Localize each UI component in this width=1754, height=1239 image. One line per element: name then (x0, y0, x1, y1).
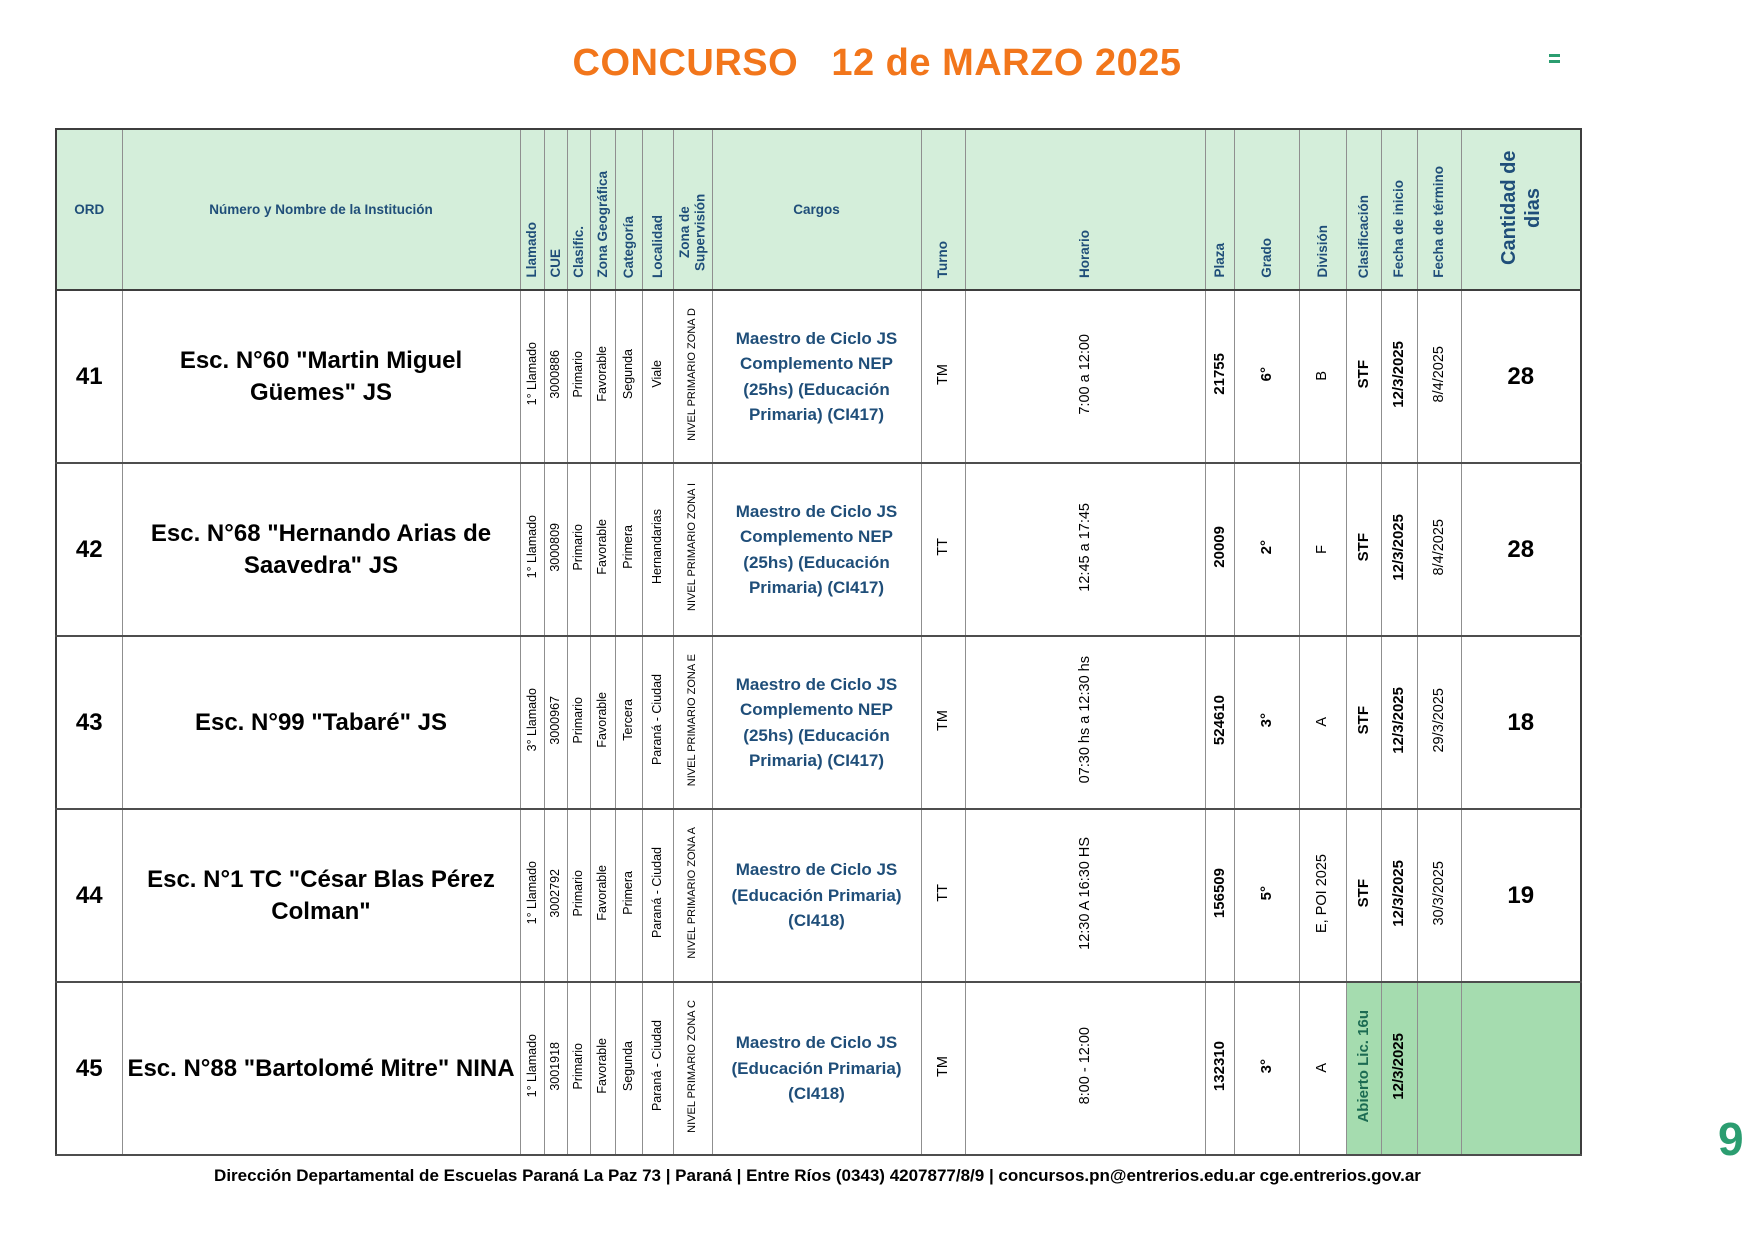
header-clasificacion (1346, 129, 1381, 290)
cell-zona-geografica (590, 463, 615, 636)
cell-zona-supervision (673, 809, 712, 982)
header-cantidad-dias-label: Cantidad de dias (1497, 150, 1544, 266)
cell-llamado-value: 1° Llamado (524, 515, 539, 579)
header-cargos: Cargos (712, 129, 921, 290)
cell-fecha-termino-value: 30/3/2025 (1430, 860, 1447, 926)
cell-plaza-value: 524610 (1210, 694, 1228, 746)
cell-horario (965, 636, 1205, 809)
footer-text: Dirección Departamental de Escuelas Paraná La Paz 73 | Paraná | Entre Ríos (0343) 4207877/8/9 | concursos.pn@entrerios.edu.ar cge.entrerios.gov.ar (214, 1166, 1421, 1185)
cell-llamado (520, 290, 544, 463)
cell-fecha-inicio (1381, 463, 1417, 636)
cell-llamado-value: 1° Llamado (524, 1034, 539, 1098)
cell-clasific (567, 290, 590, 463)
header-categoria-label: Categoría (620, 215, 636, 278)
cell-cue-value: 3000809 (548, 522, 563, 572)
cell-grado (1234, 290, 1299, 463)
cell-zona-geografica (590, 809, 615, 982)
cell-horario-value: 8:00 - 12:00 (1076, 1027, 1093, 1105)
cell-horario (965, 809, 1205, 982)
cell-institucion: Esc. N°1 TC "César Blas Pérez Colman" (122, 809, 520, 982)
cell-fecha-inicio (1381, 636, 1417, 809)
cell-ord: 42 (56, 463, 122, 636)
cell-cantidad-dias: 28 (1461, 463, 1581, 636)
cell-cantidad-dias-highlighted (1461, 982, 1581, 1155)
cell-grado-value: 6° (1257, 366, 1275, 382)
cell-categoria-value: Primera (621, 525, 636, 569)
cell-zona-geografica-value: Favorable (595, 692, 610, 748)
cell-turno-value: TT (934, 538, 951, 556)
cell-localidad (642, 809, 673, 982)
cell-ord: 41 (56, 290, 122, 463)
table-row-41 (56, 290, 1581, 463)
cell-localidad (642, 636, 673, 809)
cell-plaza-value: 132310 (1210, 1040, 1228, 1092)
cell-ord: 45 (56, 982, 122, 1155)
cell-turno (921, 982, 965, 1155)
header-zona-supervision (673, 129, 712, 290)
cell-zona-supervision (673, 982, 712, 1155)
cell-ord: 44 (56, 809, 122, 982)
cell-plaza (1205, 982, 1234, 1155)
cell-clasific (567, 809, 590, 982)
cell-clasificacion (1346, 636, 1381, 809)
cell-fecha-inicio (1381, 290, 1417, 463)
cell-llamado-value: 1° Llamado (524, 861, 539, 925)
cell-institucion: Esc. N°99 "Tabaré" JS (122, 636, 520, 809)
header-institucion: Número y Nombre de la Institución (122, 129, 520, 290)
cell-fecha-inicio-value: 12/3/2025 (1390, 1032, 1408, 1100)
header-cue (544, 129, 567, 290)
cell-horario (965, 463, 1205, 636)
cell-categoria (615, 809, 642, 982)
cell-fecha-inicio-value: 12/3/2025 (1390, 686, 1408, 754)
cell-institucion: Esc. N°68 "Hernando Arias de Saavedra" JS (122, 463, 520, 636)
cell-categoria (615, 636, 642, 809)
header-horario (965, 129, 1205, 290)
cell-categoria-value: Segunda (621, 1040, 636, 1092)
cell-clasificacion-value: Abierto Lic. 16u (1354, 1009, 1372, 1123)
table-row-43 (56, 636, 1581, 809)
cell-fecha-termino (1417, 809, 1461, 982)
cell-categoria (615, 290, 642, 463)
header-row (56, 129, 1581, 290)
cell-fecha-termino-value: 8/4/2025 (1430, 345, 1447, 403)
cell-categoria-value: Segunda (621, 348, 636, 400)
cell-turno-value: TM (934, 1055, 951, 1077)
table-row-44 (56, 809, 1581, 982)
header-plaza-label: Plaza (1211, 243, 1227, 278)
cell-fecha-inicio-value: 12/3/2025 (1390, 513, 1408, 581)
cell-horario-value: 07:30 hs a 12:30 hs (1076, 656, 1093, 784)
cell-division (1299, 290, 1346, 463)
cell-localidad-value: Paraná - Ciudad (650, 847, 665, 939)
cell-categoria-value: Primera (621, 871, 636, 915)
cell-plaza-value: 156509 (1210, 867, 1228, 919)
cell-zona-geografica (590, 290, 615, 463)
cell-llamado (520, 636, 544, 809)
cell-division-value: A (1314, 716, 1331, 727)
cell-clasificacion-value: STF (1354, 878, 1372, 908)
cell-llamado-value: 1° Llamado (524, 342, 539, 406)
cell-plaza (1205, 290, 1234, 463)
cell-cargo: Maestro de Ciclo JS (Educación Primaria) (CI418) (712, 809, 921, 982)
cell-division-value: B (1314, 370, 1331, 381)
cell-grado-value: 5° (1257, 885, 1275, 901)
cell-fecha-inicio-value: 12/3/2025 (1390, 340, 1408, 408)
cell-clasific-value: Primario (571, 1042, 586, 1090)
cell-zona-supervision-value: NIVEL PRIMARIO ZONA D (686, 307, 699, 441)
header-clasific (567, 129, 590, 290)
cell-cantidad-dias: 28 (1461, 290, 1581, 463)
cell-zona-supervision-value: NIVEL PRIMARIO ZONA E (686, 653, 699, 787)
cell-cantidad-dias: 19 (1461, 809, 1581, 982)
cell-division-value: E, POI 2025 (1314, 853, 1331, 933)
cell-fecha-inicio-value: 12/3/2025 (1390, 859, 1408, 927)
cell-zona-geografica-value: Favorable (595, 519, 610, 575)
cell-clasific (567, 982, 590, 1155)
cell-horario (965, 290, 1205, 463)
cell-cargo: Maestro de Ciclo JS Complemento NEP (25hs) (Educación Primaria) (CI417) (712, 463, 921, 636)
cell-cantidad-dias: 18 (1461, 636, 1581, 809)
cell-zona-supervision (673, 290, 712, 463)
cell-cue (544, 636, 567, 809)
header-fecha-termino (1417, 129, 1461, 290)
header-ord: ORD (56, 129, 122, 290)
header-grado-label: Grado (1258, 238, 1274, 278)
cell-llamado (520, 982, 544, 1155)
cell-horario-value: 12:30 A 16:30 HS (1076, 836, 1093, 950)
cell-clasificacion (1346, 463, 1381, 636)
cell-grado (1234, 982, 1299, 1155)
concurso-table (55, 128, 1582, 1156)
cell-institucion: Esc. N°88 "Bartolomé Mitre" NINA (122, 982, 520, 1155)
cell-fecha-termino-value: 8/4/2025 (1430, 518, 1447, 576)
cell-clasific-value: Primario (571, 869, 586, 917)
cell-grado-value: 3° (1257, 712, 1275, 728)
cell-clasificacion (1346, 290, 1381, 463)
cell-cue-value: 3000886 (548, 349, 563, 399)
cell-zona-supervision (673, 463, 712, 636)
cell-division (1299, 463, 1346, 636)
cell-localidad (642, 290, 673, 463)
cell-division (1299, 636, 1346, 809)
cell-cue-value: 3001918 (548, 1041, 563, 1091)
cell-categoria-value: Tercera (621, 699, 636, 741)
header-clasificacion-label: Clasificación (1355, 194, 1371, 278)
cell-clasific-value: Primario (571, 696, 586, 744)
cell-clasific-value: Primario (571, 350, 586, 398)
cell-cargo: Maestro de Ciclo JS (Educación Primaria) (CI418) (712, 982, 921, 1155)
cell-zona-supervision-value: NIVEL PRIMARIO ZONA C (686, 999, 699, 1133)
cell-zona-supervision-value: NIVEL PRIMARIO ZONA I (686, 483, 699, 611)
page-title: CONCURSO 12 de MARZO 2025 (572, 42, 1182, 84)
cell-turno (921, 809, 965, 982)
cell-zona-supervision (673, 636, 712, 809)
cell-plaza-value: 20009 (1210, 526, 1228, 568)
cell-fecha-inicio (1381, 809, 1417, 982)
cell-grado-value: 2° (1257, 539, 1275, 555)
cell-grado (1234, 463, 1299, 636)
header-categoria (615, 129, 642, 290)
header-localidad (642, 129, 673, 290)
header-division-label: División (1314, 225, 1330, 278)
cell-fecha-inicio-highlighted (1381, 982, 1417, 1155)
cell-institucion: Esc. N°60 "Martin Miguel Güemes" JS (122, 290, 520, 463)
cell-fecha-termino (1417, 290, 1461, 463)
header-zona-geografica-label: Zona Geográfica (594, 171, 610, 278)
cell-zona-geografica (590, 982, 615, 1155)
cell-llamado (520, 809, 544, 982)
cell-grado (1234, 809, 1299, 982)
cell-turno (921, 290, 965, 463)
header-localidad-label: Localidad (649, 214, 665, 278)
header-llamado (520, 129, 544, 290)
cell-localidad (642, 982, 673, 1155)
table-row-42 (56, 463, 1581, 636)
cell-clasificacion (1346, 809, 1381, 982)
header-fecha-termino-label: Fecha de término (1431, 166, 1447, 278)
cell-cue-value: 3000967 (548, 695, 563, 745)
cell-fecha-termino (1417, 463, 1461, 636)
cell-plaza (1205, 463, 1234, 636)
cell-clasificacion-value: STF (1354, 532, 1372, 562)
cell-localidad-value: Paraná - Ciudad (650, 1020, 665, 1112)
cell-horario-value: 7:00 a 12:00 (1076, 333, 1093, 415)
cell-clasificacion-value: STF (1354, 705, 1372, 735)
cell-fecha-termino (1417, 636, 1461, 809)
cell-clasificacion-highlighted (1346, 982, 1381, 1155)
header-fecha-inicio (1381, 129, 1417, 290)
header-fecha-inicio-label: Fecha de inicio (1391, 180, 1407, 278)
cell-zona-geografica-value: Favorable (595, 865, 610, 921)
cell-cargo: Maestro de Ciclo JS Complemento NEP (25hs) (Educación Primaria) (CI417) (712, 636, 921, 809)
cell-division-value: F (1314, 544, 1331, 554)
cell-cue-value: 3002792 (548, 868, 563, 918)
cell-cue (544, 982, 567, 1155)
cell-clasific-value: Primario (571, 523, 586, 571)
header-zona-geografica (590, 129, 615, 290)
cell-llamado (520, 463, 544, 636)
cell-grado-value: 3° (1257, 1058, 1275, 1074)
table-row-45 (56, 982, 1581, 1155)
cell-clasific (567, 463, 590, 636)
cell-horario-value: 12:45 a 17:45 (1076, 502, 1093, 592)
cell-clasificacion-value: STF (1354, 359, 1372, 389)
cell-zona-supervision-value: NIVEL PRIMARIO ZONA A (686, 827, 699, 959)
cell-ord: 43 (56, 636, 122, 809)
header-llamado-label: Llamado (524, 222, 540, 278)
cell-horario (965, 982, 1205, 1155)
header-turno-label: Turno (935, 240, 951, 278)
cell-localidad-value: Viale (650, 360, 665, 388)
cell-clasific (567, 636, 590, 809)
cell-plaza (1205, 636, 1234, 809)
cell-llamado-value: 3° Llamado (524, 688, 539, 752)
cell-cue (544, 809, 567, 982)
header-turno (921, 129, 965, 290)
cell-categoria (615, 463, 642, 636)
cell-turno-value: TM (934, 363, 951, 385)
cell-turno-value: TT (934, 884, 951, 902)
header-plaza (1205, 129, 1234, 290)
corner-dash-icon (1549, 54, 1560, 66)
cell-fecha-termino-highlighted (1417, 982, 1461, 1155)
cell-localidad (642, 463, 673, 636)
cell-division-value: A (1314, 1062, 1331, 1073)
cell-zona-geografica-value: Favorable (595, 346, 610, 402)
header-clasific-label: Clasific. (570, 226, 586, 278)
cell-division (1299, 809, 1346, 982)
cell-cue (544, 290, 567, 463)
header-cantidad-dias (1461, 129, 1581, 290)
cell-localidad-value: Paraná - Ciudad (650, 674, 665, 766)
cell-cue (544, 463, 567, 636)
header-division (1299, 129, 1346, 290)
cell-fecha-termino-value: 29/3/2025 (1430, 687, 1447, 753)
page-number: 9 (1718, 1113, 1744, 1165)
header-cue-label: CUE (547, 249, 563, 278)
cell-cargo: Maestro de Ciclo JS Complemento NEP (25hs) (Educación Primaria) (CI417) (712, 290, 921, 463)
header-horario-label: Horario (1077, 229, 1093, 278)
cell-zona-geografica (590, 636, 615, 809)
cell-plaza-value: 21755 (1210, 353, 1228, 395)
cell-localidad-value: Hernandarias (650, 509, 665, 585)
cell-grado (1234, 636, 1299, 809)
cell-zona-geografica-value: Favorable (595, 1038, 610, 1094)
header-zona-supervision-label: Zona de Supervisión (676, 193, 708, 271)
cell-turno-value: TM (934, 709, 951, 731)
header-grado (1234, 129, 1299, 290)
cell-plaza (1205, 809, 1234, 982)
cell-division (1299, 982, 1346, 1155)
cell-turno (921, 463, 965, 636)
cell-categoria (615, 982, 642, 1155)
cell-turno (921, 636, 965, 809)
